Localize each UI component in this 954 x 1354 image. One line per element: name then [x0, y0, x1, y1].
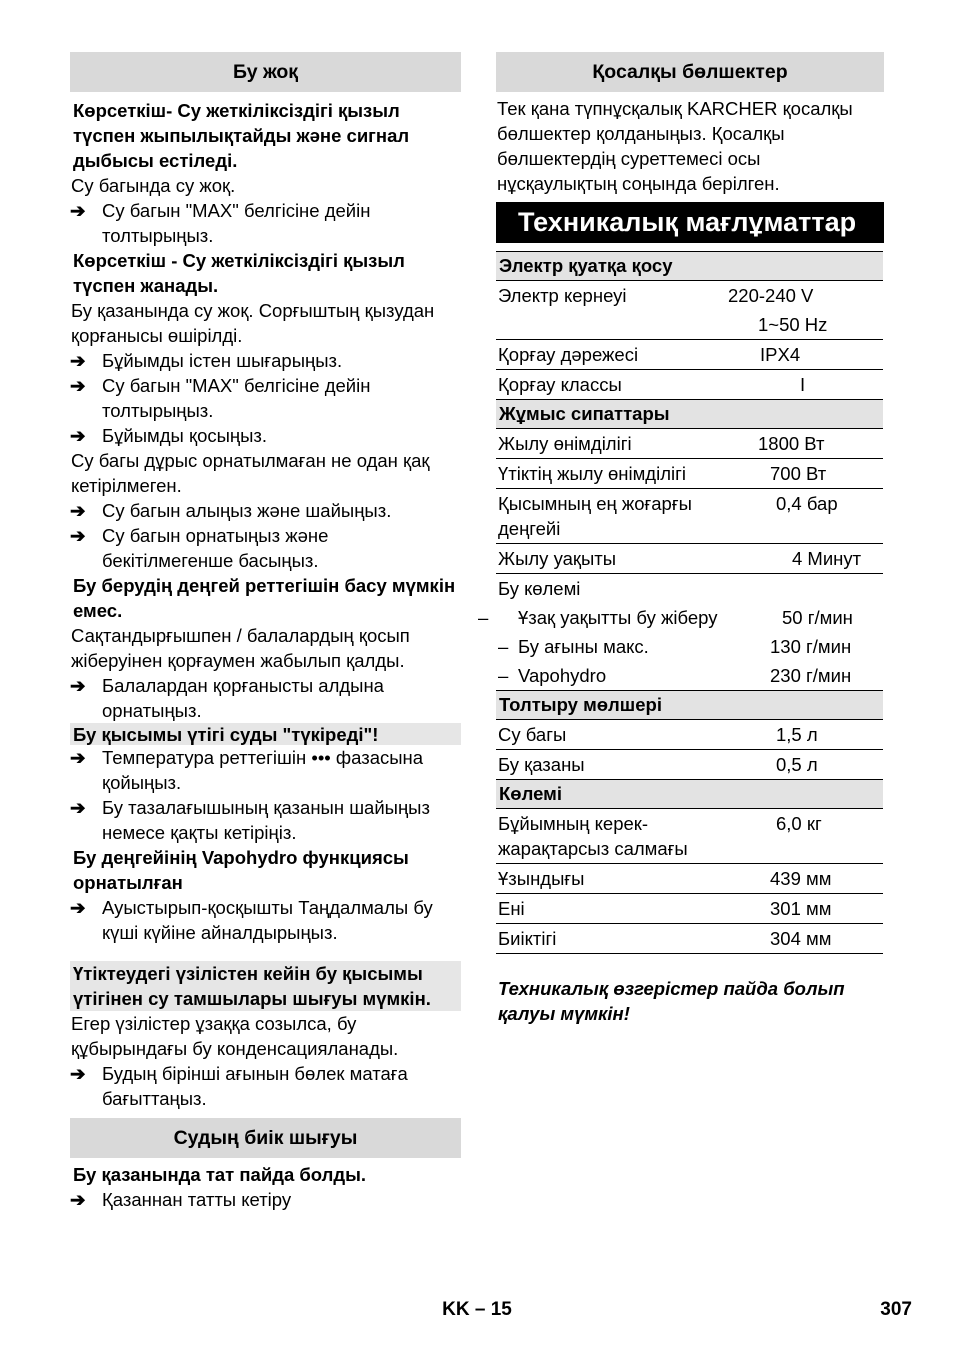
table-group-row: Электр қуатқа қосу — [496, 252, 883, 281]
remedy-item: ➔ Бу тазалағышының қазанын шайыңыз немесе қақты кетіріңіз. — [70, 797, 430, 843]
table-group-row: Жұмыс сипаттары — [496, 400, 883, 429]
remedy-item: ➔ Ауыстырып-қосқышты Таңдалмалы бу күші күйіне айналдырыңыз. — [70, 897, 433, 943]
table-row: Биіктігі 304 мм — [496, 924, 883, 954]
table-row: Үтіктің жылу өнімділігі 700 Вт — [496, 459, 883, 489]
remedy-item: ➔ Бұйымды істен шығарыңыз. — [70, 350, 343, 371]
fault-cause: Сақтандырғышпен / балалардың қосып жіберуінен қорғаумен жабылып қалды. — [71, 625, 410, 671]
remedy-item: ➔ Су багын "MAX" белгісіне дейін толтырыңыз. — [70, 375, 371, 421]
arrow-right-icon: ➔ — [70, 425, 86, 446]
fault-heading: Үтіктеудегі үзілістен кейін бу қысымы үтігінен су тамшылары шығуы мүмкін. — [70, 961, 461, 1011]
table-row: Жылу өнімділігі 1800 Вт — [496, 429, 883, 459]
fault-cause: Су багында су жоқ. — [71, 175, 236, 196]
table-row: Электр кернеуі 220-240 V — [498, 285, 814, 306]
arrow-right-icon: ➔ — [70, 675, 86, 696]
fault-cause: Су багы дұрыс орнатылмаған не одан қақ кетірілмеген. — [71, 450, 430, 496]
spare-parts-text: Тек қана түпнұсқалық KARCHER қосалқы бөлшектер қолданыңыз. Қосалқы бөлшектердің суреттемесі осы нұсқаулықтың соңында берілген. — [497, 98, 853, 194]
remedy-item: ➔ Будың бірінші ағынын бөлек матаға бағыттаңыз. — [70, 1063, 408, 1109]
table-row: Қысымның ең жоғарғы деңгейі 0,4 бар — [496, 489, 883, 544]
arrow-right-icon: ➔ — [70, 897, 86, 918]
table-row: Жылу уақыты 4 Минут — [496, 544, 883, 574]
arrow-right-icon: ➔ — [70, 797, 86, 818]
table-row: Ені 301 мм — [496, 894, 883, 924]
table-row: – Vapohydro 230 г/мин — [498, 665, 852, 686]
table-row: Ұзындығы 439 мм — [496, 864, 883, 894]
fault-cause: Егер үзілістер ұзаққа созылса, бу құбырындағы бу конденсацияланады. — [71, 1013, 399, 1059]
arrow-right-icon: ➔ — [70, 525, 86, 546]
page-footer-label: KK – 15 — [442, 1299, 512, 1320]
right-column — [478, 52, 884, 1026]
remedy-item: ➔ Су багын орнатыңыз және бекітілмегенше басыңыз. — [70, 525, 329, 571]
table-row: Қорғау дәрежесі IPX4 — [496, 340, 883, 370]
remedy-item: ➔ Қазаннан татты кетіру — [70, 1189, 292, 1210]
table-row: Бұйымның керек-жарақтарсыз салмағы 6,0 кг — [496, 809, 883, 864]
remedy-item: ➔ Бұйымды қосыңыз. — [70, 425, 268, 446]
arrow-right-icon: ➔ — [70, 1189, 86, 1210]
section-heading-no-steam: Бу жоқ — [70, 52, 461, 92]
table-row: Бу қазаны 0,5 л — [498, 754, 818, 775]
section-heading-spare-parts: Қосалқы бөлшектер — [496, 52, 884, 92]
fault-heading: Бу берудің деңгей реттегішін басу мүмкін емес. — [73, 575, 456, 621]
page-number: 307 — [880, 1299, 912, 1320]
table-row: Су багы 1,5 л — [496, 720, 883, 750]
remedy-item: ➔ Балалардан қорғанысты алдына орнатыңыз. — [70, 675, 384, 721]
technical-data-table — [478, 251, 883, 954]
left-column — [70, 52, 461, 1212]
technical-changes-note: Техникалық өзгерістер пайда болып қалуы мүмкін! — [498, 978, 845, 1024]
table-row: Бу көлемі — [498, 578, 581, 599]
fault-heading: Бу қысымы үтігі суды "түкіреді"! — [70, 723, 461, 745]
remedy-item: ➔ Температура реттегішін ••• фазасына қойыңыз. — [70, 747, 424, 793]
fault-heading: Бу деңгейінің Vapohydro функциясы орнатылған — [73, 847, 409, 893]
arrow-right-icon: ➔ — [70, 350, 86, 371]
fault-cause: Бу қазанында су жоқ. Сорғыштың қызудан қорғанысы өшірілді. — [71, 300, 435, 346]
technical-data-title: Техникалық мағлұматтар — [496, 202, 884, 243]
table-row: Қорғау классы I — [498, 374, 806, 395]
fault-heading: Көрсеткіш- Су жеткіліксіздігі қызыл түспен жыпылықтайды және сигнал дыбысы естіледі. — [73, 100, 410, 171]
remedy-item: ➔ Су багын "MAX" белгісіне дейін толтырыңыз. — [70, 200, 371, 246]
table-row: – Бу ағыны макс. 130 г/мин — [498, 636, 852, 657]
arrow-right-icon: ➔ — [70, 1063, 86, 1084]
arrow-right-icon: ➔ — [70, 747, 86, 768]
fault-heading: Көрсеткіш - Су жеткіліксіздігі қызыл түспен жанады. — [73, 250, 405, 296]
fault-heading: Бу қазанында тат пайда болды. — [73, 1164, 367, 1185]
table-row: – Ұзақ уақытты бу жіберу 50 г/мин — [478, 607, 853, 628]
table-group-row: Толтыру мөлшері — [496, 691, 883, 720]
arrow-right-icon: ➔ — [70, 500, 86, 521]
arrow-right-icon: ➔ — [70, 200, 86, 221]
arrow-right-icon: ➔ — [70, 375, 86, 396]
table-row: 1~50 Hz — [496, 310, 883, 340]
table-group-row: Көлемі — [496, 780, 883, 809]
remedy-item: ➔ Су багын алыңыз және шайыңыз. — [70, 500, 392, 521]
section-heading-water-output: Судың биік шығуы — [70, 1118, 461, 1158]
